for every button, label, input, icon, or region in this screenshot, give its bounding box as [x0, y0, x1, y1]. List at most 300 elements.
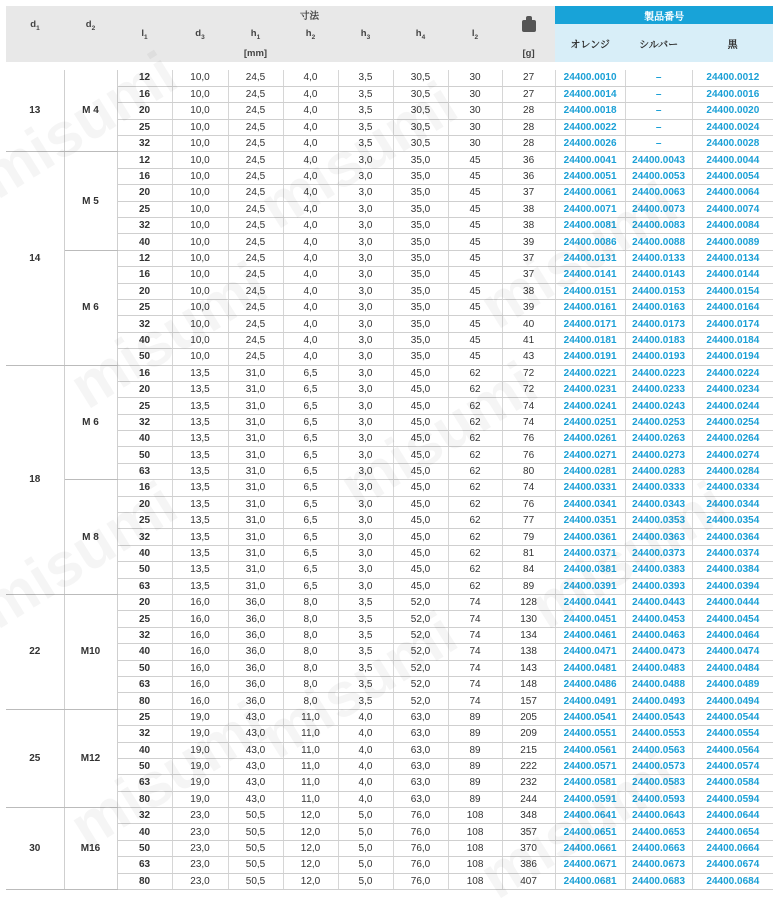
d2-cell: M 6	[64, 365, 117, 480]
d3-cell: 13,5	[172, 414, 228, 430]
h2-cell: 11,0	[283, 709, 338, 725]
h2-cell: 8,0	[283, 595, 338, 611]
h2-cell: 8,0	[283, 693, 338, 709]
h2-cell: 6,5	[283, 513, 338, 529]
l1-cell: 20	[117, 103, 172, 119]
d1-cell: 22	[6, 595, 64, 710]
silver-part-number: 24400.0673	[625, 857, 692, 873]
black-part-number: 24400.0674	[692, 857, 773, 873]
h1-cell: 36,0	[228, 611, 283, 627]
l2-cell: 74	[448, 676, 502, 692]
h3-cell: 3,0	[338, 513, 393, 529]
black-part-number: 24400.0384	[692, 562, 773, 578]
h1-cell: 24,5	[228, 185, 283, 201]
d3-cell: 10,0	[172, 283, 228, 299]
h3-cell: 3,0	[338, 250, 393, 266]
table-row	[6, 463, 773, 479]
weight-cell: 72	[502, 365, 555, 381]
h1-cell: 31,0	[228, 398, 283, 414]
weight-cell: 40	[502, 316, 555, 332]
silver-part-number: 24400.0463	[625, 627, 692, 643]
h1-cell: 24,5	[228, 103, 283, 119]
d1-cell: 13	[6, 70, 64, 152]
orange-part-number: 24400.0014	[555, 86, 625, 102]
h3-cell: 3,0	[338, 414, 393, 430]
h2-cell: 12,0	[283, 873, 338, 889]
d3-cell: 10,0	[172, 136, 228, 152]
l2-cell: 45	[448, 185, 502, 201]
table-row	[6, 185, 773, 201]
table-header	[6, 6, 773, 70]
l1-cell: 80	[117, 693, 172, 709]
d3-cell: 10,0	[172, 267, 228, 283]
d3-cell: 10,0	[172, 316, 228, 332]
table-row	[6, 283, 773, 299]
l2-cell: 45	[448, 218, 502, 234]
h3-cell: 3,5	[338, 693, 393, 709]
black-part-number: 24400.0028	[692, 136, 773, 152]
black-part-number: 24400.0584	[692, 775, 773, 791]
l1-cell: 20	[117, 595, 172, 611]
h2-cell: 4,0	[283, 103, 338, 119]
orange-part-number: 24400.0551	[555, 726, 625, 742]
h2-cell: 4,0	[283, 70, 338, 86]
table-row	[6, 758, 773, 774]
weight-cell: 138	[502, 644, 555, 660]
h4-cell: 45,0	[393, 578, 448, 594]
h3-cell: 3,0	[338, 431, 393, 447]
h1-cell: 50,5	[228, 873, 283, 889]
h4-cell: 45,0	[393, 398, 448, 414]
h2-cell: 12,0	[283, 857, 338, 873]
h1-cell: 24,5	[228, 332, 283, 348]
table-row	[6, 676, 773, 692]
silver-part-number: 24400.0263	[625, 431, 692, 447]
h3-cell: 3,0	[338, 349, 393, 365]
table-row	[6, 250, 773, 266]
weight-cell: 84	[502, 562, 555, 578]
orange-part-number: 24400.0161	[555, 299, 625, 315]
orange-part-number: 24400.0086	[555, 234, 625, 250]
black-part-number: 24400.0574	[692, 758, 773, 774]
weight-cell: 143	[502, 660, 555, 676]
black-part-number: 24400.0554	[692, 726, 773, 742]
weight-icon	[521, 16, 537, 32]
l2-cell: 45	[448, 299, 502, 315]
h4-cell: 35,0	[393, 185, 448, 201]
h3-cell: 3,0	[338, 185, 393, 201]
l1-cell: 63	[117, 775, 172, 791]
part-number-group-header: 製品番号	[555, 6, 773, 24]
h2-cell: 12,0	[283, 840, 338, 856]
h2-cell: 4,0	[283, 332, 338, 348]
l2-cell: 62	[448, 431, 502, 447]
black-part-number: 24400.0364	[692, 529, 773, 545]
l1-cell: 12	[117, 152, 172, 168]
table-row	[6, 349, 773, 365]
l2-cell: 62	[448, 365, 502, 381]
h2-cell: 6,5	[283, 381, 338, 397]
l2-cell: 89	[448, 709, 502, 725]
silver-part-number: 24400.0063	[625, 185, 692, 201]
h1-cell: 43,0	[228, 758, 283, 774]
h3-cell: 3,5	[338, 676, 393, 692]
black-part-number: 24400.0484	[692, 660, 773, 676]
h4-cell: 52,0	[393, 644, 448, 660]
weight-cell: 130	[502, 611, 555, 627]
l2-cell: 45	[448, 267, 502, 283]
black-part-number: 24400.0020	[692, 103, 773, 119]
h4-cell: 35,0	[393, 316, 448, 332]
d2-cell: M10	[64, 595, 117, 710]
h3-cell: 3,0	[338, 201, 393, 217]
d1-cell: 25	[6, 709, 64, 807]
h3-cell: 3,0	[338, 316, 393, 332]
d3-cell: 16,0	[172, 693, 228, 709]
col-l2-header: $l_2$	[448, 24, 502, 44]
h3-cell: 3,0	[338, 152, 393, 168]
black-part-number: 24400.0164	[692, 299, 773, 315]
d3-cell: 13,5	[172, 496, 228, 512]
h1-cell: 24,5	[228, 316, 283, 332]
d1-cell: 30	[6, 808, 64, 890]
l2-cell: 45	[448, 152, 502, 168]
l1-cell: 20	[117, 496, 172, 512]
h1-cell: 24,5	[228, 218, 283, 234]
weight-cell: 72	[502, 381, 555, 397]
orange-part-number: 24400.0341	[555, 496, 625, 512]
silver-part-number: –	[625, 136, 692, 152]
h2-cell: 4,0	[283, 168, 338, 184]
l2-cell: 62	[448, 578, 502, 594]
l1-cell: 40	[117, 824, 172, 840]
orange-part-number: 24400.0491	[555, 693, 625, 709]
h1-cell: 43,0	[228, 775, 283, 791]
h2-cell: 4,0	[283, 185, 338, 201]
h4-cell: 45,0	[393, 480, 448, 496]
weight-cell: 38	[502, 283, 555, 299]
h3-cell: 3,0	[338, 365, 393, 381]
orange-part-number: 24400.0022	[555, 119, 625, 135]
black-part-number: 24400.0654	[692, 824, 773, 840]
orange-part-number: 24400.0541	[555, 709, 625, 725]
orange-part-number: 24400.0361	[555, 529, 625, 545]
weight-cell: 370	[502, 840, 555, 856]
black-part-number: 24400.0464	[692, 627, 773, 643]
l2-cell: 74	[448, 660, 502, 676]
l1-cell: 16	[117, 86, 172, 102]
table-row	[6, 152, 773, 168]
l2-cell: 62	[448, 463, 502, 479]
col-d1-header: $d_1$	[6, 6, 64, 44]
silver-part-number: 24400.0393	[625, 578, 692, 594]
d3-cell: 13,5	[172, 513, 228, 529]
black-part-number: 24400.0644	[692, 808, 773, 824]
weight-cell: 37	[502, 185, 555, 201]
l1-cell: 40	[117, 742, 172, 758]
d3-cell: 19,0	[172, 726, 228, 742]
d3-cell: 13,5	[172, 447, 228, 463]
silver-part-number: –	[625, 70, 692, 86]
l1-cell: 32	[117, 808, 172, 824]
table-row	[6, 529, 773, 545]
silver-part-number: 24400.0483	[625, 660, 692, 676]
l2-cell: 89	[448, 726, 502, 742]
table-row	[6, 168, 773, 184]
h2-cell: 6,5	[283, 529, 338, 545]
col-d3-header: $d_3$	[172, 24, 228, 44]
orange-part-number: 24400.0391	[555, 578, 625, 594]
l2-cell: 45	[448, 234, 502, 250]
l1-cell: 63	[117, 676, 172, 692]
orange-part-number: 24400.0181	[555, 332, 625, 348]
l1-cell: 63	[117, 463, 172, 479]
l1-cell: 16	[117, 365, 172, 381]
silver-part-number: –	[625, 86, 692, 102]
silver-part-number: 24400.0243	[625, 398, 692, 414]
h1-cell: 31,0	[228, 414, 283, 430]
orange-part-number: 24400.0651	[555, 824, 625, 840]
l1-cell: 16	[117, 267, 172, 283]
table-row	[6, 119, 773, 135]
l1-cell: 25	[117, 119, 172, 135]
black-part-number: 24400.0334	[692, 480, 773, 496]
silver-part-number: 24400.0193	[625, 349, 692, 365]
silver-part-number: 24400.0353	[625, 513, 692, 529]
l2-cell: 62	[448, 496, 502, 512]
col-h2-header: $h_2$	[283, 24, 338, 44]
weight-cell: 148	[502, 676, 555, 692]
h3-cell: 5,0	[338, 808, 393, 824]
l2-cell: 45	[448, 283, 502, 299]
h3-cell: 3,5	[338, 70, 393, 86]
orange-part-number: 24400.0471	[555, 644, 625, 660]
d3-cell: 10,0	[172, 168, 228, 184]
black-part-number: 24400.0354	[692, 513, 773, 529]
black-part-number: 24400.0016	[692, 86, 773, 102]
h4-cell: 30,5	[393, 86, 448, 102]
weight-cell: 43	[502, 349, 555, 365]
h4-cell: 63,0	[393, 775, 448, 791]
h2-cell: 4,0	[283, 250, 338, 266]
orange-part-number: 24400.0441	[555, 595, 625, 611]
l1-cell: 40	[117, 545, 172, 561]
table-row	[6, 267, 773, 283]
orange-part-number: 24400.0481	[555, 660, 625, 676]
silver-part-number: 24400.0153	[625, 283, 692, 299]
weight-cell: 79	[502, 529, 555, 545]
l1-cell: 20	[117, 381, 172, 397]
h3-cell: 3,5	[338, 136, 393, 152]
h4-cell: 30,5	[393, 119, 448, 135]
l1-cell: 20	[117, 283, 172, 299]
l2-cell: 30	[448, 103, 502, 119]
black-part-number: 24400.0494	[692, 693, 773, 709]
h1-cell: 36,0	[228, 693, 283, 709]
table-row	[6, 611, 773, 627]
h2-cell: 11,0	[283, 791, 338, 807]
black-part-number: 24400.0184	[692, 332, 773, 348]
black-part-number: 24400.0074	[692, 201, 773, 217]
l1-cell: 50	[117, 840, 172, 856]
l1-cell: 25	[117, 513, 172, 529]
black-part-number: 24400.0064	[692, 185, 773, 201]
h4-cell: 52,0	[393, 595, 448, 611]
weight-cell: 37	[502, 267, 555, 283]
h2-cell: 6,5	[283, 463, 338, 479]
l2-cell: 108	[448, 840, 502, 856]
h2-cell: 8,0	[283, 660, 338, 676]
col-h4-header: $h_4$	[393, 24, 448, 44]
h2-cell: 11,0	[283, 726, 338, 742]
l2-cell: 108	[448, 808, 502, 824]
h4-cell: 52,0	[393, 660, 448, 676]
table-row	[6, 562, 773, 578]
h3-cell: 3,0	[338, 234, 393, 250]
l1-cell: 32	[117, 627, 172, 643]
weight-cell: 38	[502, 201, 555, 217]
table-row	[6, 316, 773, 332]
table-row	[6, 381, 773, 397]
orange-part-number: 24400.0561	[555, 742, 625, 758]
h1-cell: 31,0	[228, 480, 283, 496]
black-part-number: 24400.0394	[692, 578, 773, 594]
l2-cell: 62	[448, 529, 502, 545]
l1-cell: 25	[117, 611, 172, 627]
silver-part-number: 24400.0083	[625, 218, 692, 234]
h4-cell: 30,5	[393, 70, 448, 86]
d3-cell: 13,5	[172, 578, 228, 594]
black-part-number: 24400.0084	[692, 218, 773, 234]
l1-cell: 32	[117, 726, 172, 742]
l2-cell: 30	[448, 136, 502, 152]
h3-cell: 3,0	[338, 529, 393, 545]
black-part-number: 24400.0254	[692, 414, 773, 430]
silver-part-number: –	[625, 119, 692, 135]
h4-cell: 76,0	[393, 840, 448, 856]
h1-cell: 50,5	[228, 808, 283, 824]
h4-cell: 35,0	[393, 152, 448, 168]
h1-cell: 24,5	[228, 349, 283, 365]
weight-cell: 89	[502, 578, 555, 594]
h2-cell: 11,0	[283, 758, 338, 774]
h3-cell: 4,0	[338, 709, 393, 725]
weight-cell: 74	[502, 414, 555, 430]
h4-cell: 45,0	[393, 513, 448, 529]
l2-cell: 62	[448, 562, 502, 578]
weight-cell: 74	[502, 398, 555, 414]
h2-cell: 6,5	[283, 365, 338, 381]
h1-cell: 36,0	[228, 627, 283, 643]
d1-cell: 18	[6, 365, 64, 594]
l2-cell: 45	[448, 332, 502, 348]
silver-part-number: 24400.0563	[625, 742, 692, 758]
h3-cell: 4,0	[338, 726, 393, 742]
h1-cell: 43,0	[228, 742, 283, 758]
h3-cell: 4,0	[338, 742, 393, 758]
h3-cell: 4,0	[338, 775, 393, 791]
h4-cell: 45,0	[393, 529, 448, 545]
silver-part-number: 24400.0443	[625, 595, 692, 611]
h3-cell: 3,0	[338, 398, 393, 414]
col-l1-header: $l_1$	[117, 24, 172, 44]
table-row	[6, 332, 773, 348]
silver-part-number: 24400.0333	[625, 480, 692, 496]
h1-cell: 43,0	[228, 791, 283, 807]
h4-cell: 76,0	[393, 857, 448, 873]
l1-cell: 40	[117, 431, 172, 447]
d3-cell: 10,0	[172, 119, 228, 135]
table-row	[6, 234, 773, 250]
h2-cell: 4,0	[283, 299, 338, 315]
h3-cell: 5,0	[338, 840, 393, 856]
d3-cell: 23,0	[172, 857, 228, 873]
weight-cell: 80	[502, 463, 555, 479]
h2-cell: 6,5	[283, 447, 338, 463]
l2-cell: 74	[448, 644, 502, 660]
orange-part-number: 24400.0681	[555, 873, 625, 889]
silver-part-number: 24400.0583	[625, 775, 692, 791]
h3-cell: 3,5	[338, 644, 393, 660]
silver-part-number: 24400.0073	[625, 201, 692, 217]
d3-cell: 10,0	[172, 218, 228, 234]
d3-cell: 10,0	[172, 70, 228, 86]
d3-cell: 19,0	[172, 742, 228, 758]
h3-cell: 3,5	[338, 86, 393, 102]
silver-part-number: 24400.0088	[625, 234, 692, 250]
black-part-number: 24400.0274	[692, 447, 773, 463]
weight-cell: 38	[502, 218, 555, 234]
h3-cell: 3,0	[338, 463, 393, 479]
h2-cell: 4,0	[283, 234, 338, 250]
l1-cell: 16	[117, 168, 172, 184]
silver-part-number: 24400.0163	[625, 299, 692, 315]
l1-cell: 25	[117, 299, 172, 315]
col-black-header: 黒	[692, 24, 773, 62]
silver-part-number: 24400.0173	[625, 316, 692, 332]
h1-cell: 36,0	[228, 660, 283, 676]
silver-part-number: 24400.0643	[625, 808, 692, 824]
h3-cell: 3,0	[338, 168, 393, 184]
weight-cell: 215	[502, 742, 555, 758]
silver-part-number: 24400.0143	[625, 267, 692, 283]
d2-cell: M12	[64, 709, 117, 807]
h1-cell: 24,5	[228, 299, 283, 315]
h1-cell: 24,5	[228, 250, 283, 266]
d3-cell: 23,0	[172, 808, 228, 824]
table-row	[6, 627, 773, 643]
d2-cell: M16	[64, 808, 117, 890]
silver-part-number: 24400.0593	[625, 791, 692, 807]
h1-cell: 24,5	[228, 201, 283, 217]
table-row	[6, 103, 773, 119]
l1-cell: 63	[117, 578, 172, 594]
black-part-number: 24400.0374	[692, 545, 773, 561]
silver-part-number: 24400.0488	[625, 676, 692, 692]
l2-cell: 89	[448, 742, 502, 758]
table-row	[6, 742, 773, 758]
d3-cell: 19,0	[172, 775, 228, 791]
h3-cell: 3,5	[338, 103, 393, 119]
black-part-number: 24400.0144	[692, 267, 773, 283]
weight-cell: 209	[502, 726, 555, 742]
h1-cell: 24,5	[228, 234, 283, 250]
silver-part-number: 24400.0133	[625, 250, 692, 266]
orange-part-number: 24400.0051	[555, 168, 625, 184]
h4-cell: 35,0	[393, 267, 448, 283]
black-part-number: 24400.0264	[692, 431, 773, 447]
d3-cell: 13,5	[172, 431, 228, 447]
